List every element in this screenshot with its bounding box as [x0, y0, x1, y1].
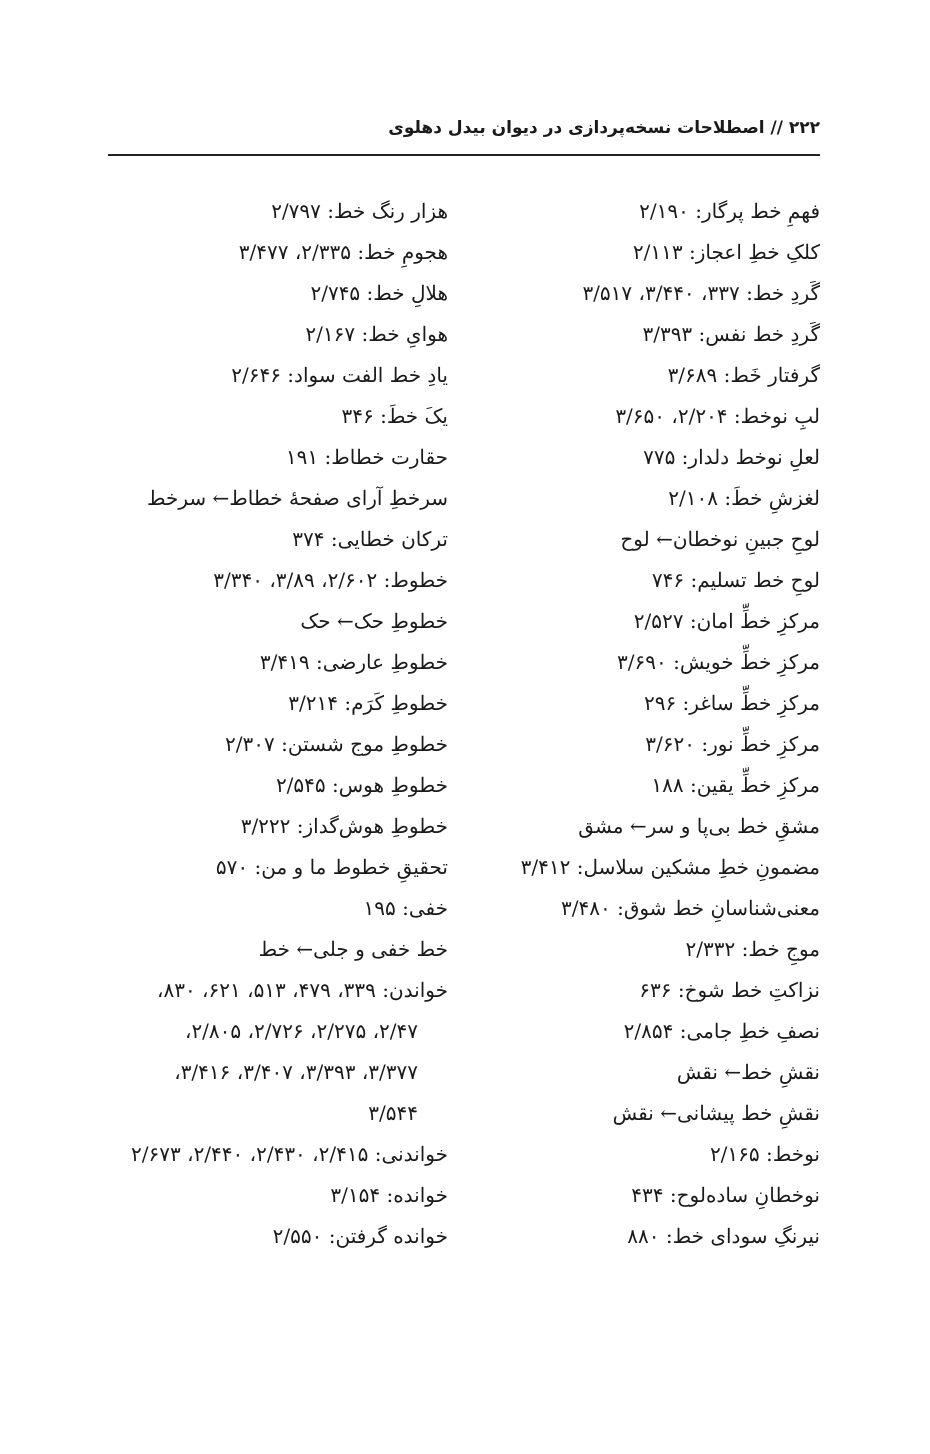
- index-entry-continuation: ۲/۴۷، ۲/۲۷۵، ۲/۷۲۶، ۲/۸۰۵،: [184, 1019, 418, 1043]
- index-entry: کلکِ خطِ اعجاز: ۲/۱۱۳: [632, 240, 820, 264]
- index-entry: نوخطانِ ساده‌لوح: ۴۳۴: [631, 1183, 820, 1207]
- index-entry: نقشِ خط پیشانی← نقش: [612, 1101, 820, 1125]
- index-entry: فهمِ خط پرگار: ۲/۱۹۰: [639, 199, 820, 223]
- index-entry: سرخطِ آرای صفحهٔ خطاط← سرخط: [147, 486, 448, 510]
- index-entry: خواندن: ۳۳۹، ۴۷۹، ۵۱۳، ۶۲۱، ۸۳۰،: [157, 978, 448, 1002]
- index-entry: لوحِ جبینِ نوخطان← لوح: [620, 527, 820, 551]
- index-column-left: [88, 191, 448, 1257]
- index-entry-continuation: ۳/۵۴۴: [368, 1101, 418, 1125]
- index-entry: خوانده گرفتن: ۲/۵۵۰: [272, 1224, 448, 1248]
- index-entry: نوخط: ۲/۱۶۵: [709, 1142, 820, 1166]
- index-entry: گَردِ خط: ۳۳۷، ۳/۴۴۰، ۳/۵۱۷: [582, 281, 820, 305]
- index-entry: لبِ نوخط: ۲/۲۰۴، ۳/۶۵۰: [615, 404, 820, 428]
- index-entry: خطوطِ هوش‌گداز: ۳/۲۲۲: [240, 814, 448, 838]
- index-entry: خطوطِ کَرَم: ۳/۲۱۴: [288, 691, 448, 715]
- index-entry: نیرنگِ سودای خط: ۸۸۰: [627, 1224, 820, 1248]
- running-header: ۲۲۲ // اصطلاحات نسخه‌پردازی در دیوان بیدل دهلوی: [388, 118, 820, 138]
- index-entry: لغزشِ خطَ: ۲/۱۰۸: [668, 486, 820, 510]
- index-entry-continuation: ۳/۳۷۷، ۳/۳۹۳، ۳/۴۰۷، ۳/۴۱۶،: [174, 1060, 418, 1084]
- index-entry: لوحِ خط تسلیم: ۷۴۶: [651, 568, 820, 592]
- index-entry: مرکزِ خطِّ خویش: ۳/۶۹۰: [617, 650, 820, 674]
- index-entry: یادِ خط الفت سواد: ۲/۶۴۶: [231, 363, 448, 387]
- index-entry: معنی‌شناسانِ خط شوق: ۳/۴۸۰: [561, 896, 820, 920]
- index-entry: نزاکتِ خط شوخ: ۶۳۶: [639, 978, 820, 1002]
- index-entry: مرکزِ خطِّ ساغر: ۲۹۶: [643, 691, 820, 715]
- index-entry: گَردِ خط نفس: ۳/۳۹۳: [642, 322, 820, 346]
- index-entry: خطوطِ حک← حک: [300, 609, 448, 633]
- index-entry: مشقِ خط بی‌پا و سر← مشق: [578, 814, 820, 838]
- index-entry: مضمونِ خطِ مشکین سلاسل: ۳/۴۱۲: [520, 855, 820, 879]
- index-entry: نقشِ خط← نقش: [676, 1060, 820, 1084]
- index-entry: گرفتار خَط: ۳/۶۸۹: [667, 363, 820, 387]
- index-entry: مرکزِ خطِّ نور: ۳/۶۲۰: [645, 732, 820, 756]
- index-entry: لعلِ نوخط دلدار: ۷۷۵: [643, 445, 820, 469]
- index-entry: مرکزِ خطِّ یقین: ۱۸۸: [651, 773, 820, 797]
- index-entry: خطوطِ هوس: ۲/۵۴۵: [275, 773, 448, 797]
- index-entry: هلالِ خط: ۲/۷۴۵: [310, 281, 448, 305]
- index-entry: موجِ خط: ۲/۳۳۲: [685, 937, 820, 961]
- index-entry: خطوط: ۲/۶۰۲، ۳/۸۹، ۳/۳۴۰: [213, 568, 448, 592]
- index-entry: خطوطِ موج شستن: ۲/۳۰۷: [225, 732, 448, 756]
- index-entry: هوایِ خط: ۲/۱۶۷: [305, 322, 448, 346]
- index-entry: خط خفی و جلی← خط: [258, 937, 448, 961]
- index-entry: خواندنی: ۲/۴۱۵، ۲/۴۳۰، ۲/۴۴۰، ۲/۶۷۳: [131, 1142, 448, 1166]
- index-entry: هجومِ خط: ۲/۳۳۵، ۳/۴۷۷: [238, 240, 448, 264]
- index-entry: تحقیقِ خطوط ما و من: ۵۷۰: [215, 855, 448, 879]
- index-entry: نصفِ خطِ جامی: ۲/۸۵۴: [623, 1019, 820, 1043]
- index-entry: خفی: ۱۹۵: [363, 896, 448, 920]
- header-rule: [108, 154, 820, 156]
- index-entry: ترکان خطایی: ۳۷۴: [292, 527, 448, 551]
- index-entry: هزار رنگ خط: ۲/۷۹۷: [271, 199, 448, 223]
- index-entry: حقارت خطاط: ۱۹۱: [285, 445, 448, 469]
- index-entry: خوانده: ۳/۱۵۴: [330, 1183, 448, 1207]
- index-entry: مرکزِ خطِّ امان: ۲/۵۲۷: [633, 609, 820, 633]
- index-entry: یکَ خطَ: ۳۴۶: [341, 404, 448, 428]
- index-entry: خطوطِ عارضی: ۳/۴۱۹: [259, 650, 448, 674]
- index-column-right: [480, 191, 820, 1257]
